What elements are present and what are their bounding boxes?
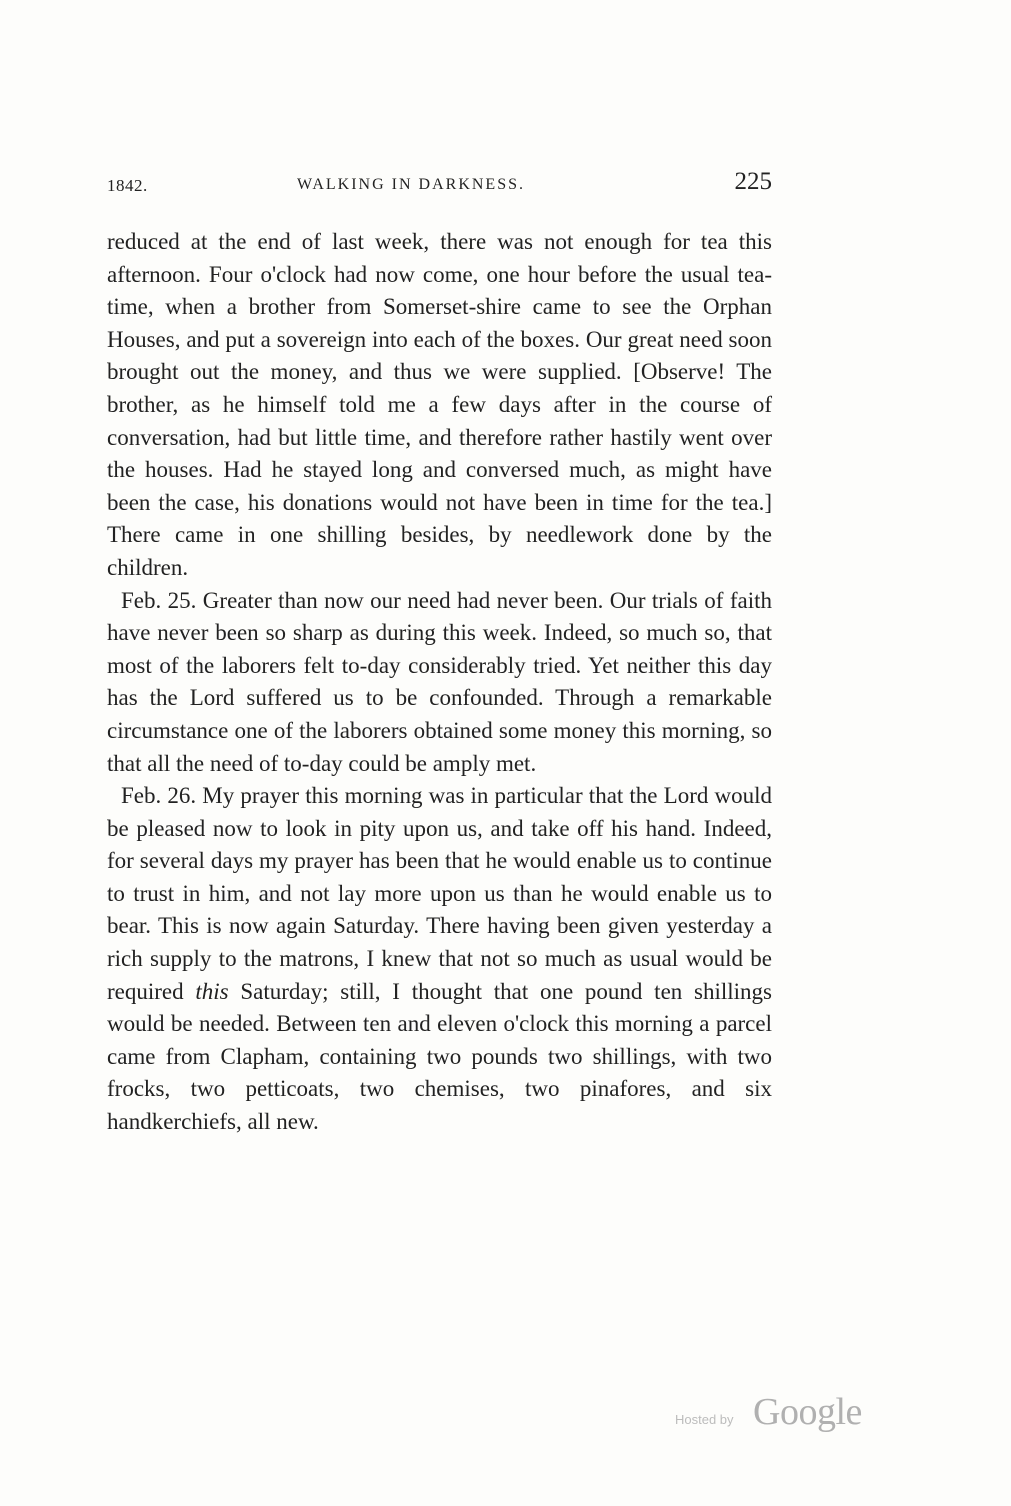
paragraph-feb-26-text-b: Saturday; still, I thought that one pound ten shillings would be needed. Between ten and eleven o'clock this morning a parcel came from Clapham, containing two pounds two shillings, with two frocks, two petticoats, two chemises, two pinafores, and six handkerchiefs, all new.	[107, 978, 772, 1135]
hosted-by-google-watermark	[675, 1390, 895, 1440]
running-head-title: WALKING IN DARKNESS.	[297, 176, 525, 193]
emphasis-this: this	[195, 978, 229, 1004]
paragraph-continued: reduced at the end of last week, there was not enough for tea this afternoon. Four o'clock had now come, one hour before the usual tea-time, when a brother from Somerset-shire came to see the Orphan Houses, and put a sovereign into each of the boxes. Our great need soon brought out the money, and thus we were supplied. [Observe! The brother, as he himself told me a few days after in the course of conversation, had but little time, and therefore rather hastily went over the houses. Had he stayed long and conversed much, as might have been the case, his donations would not have been in time for the tea.] There came in one shilling besides, by needlework done by the children.	[107, 229, 772, 580]
paragraph-feb-25: Feb. 25. Greater than now our need had never been. Our trials of faith have never been so sharp as during this week. Indeed, so much so, that most of the laborers felt to-day considerably tried. Yet neither this day has the Lord suffered us to be confounded. Through a remarkable circumstance one of the laborers obtained some money this morning, so that all the need of to-day could be amply met.	[107, 587, 772, 776]
body-text	[107, 226, 772, 1139]
google-logo: Google	[753, 1391, 862, 1433]
paragraph-feb-26	[107, 780, 772, 1139]
running-head	[107, 168, 772, 202]
running-head-year: 1842.	[107, 176, 148, 195]
hosted-by-label: Hosted by	[675, 1412, 734, 1427]
paragraph-feb-26-text-a: Feb. 26. My prayer this morning was in particular that the Lord would be pleased now to look in pity upon us, and take off his hand. Indeed, for several days my prayer has been that he would enable us to continue to trust in him, and not lay more upon us than he would enable us to bear. This is now again Saturday. There having been given yesterday a rich supply to the matrons, I knew that not so much as usual would be required	[107, 783, 772, 1004]
page-number: 225	[734, 168, 772, 195]
